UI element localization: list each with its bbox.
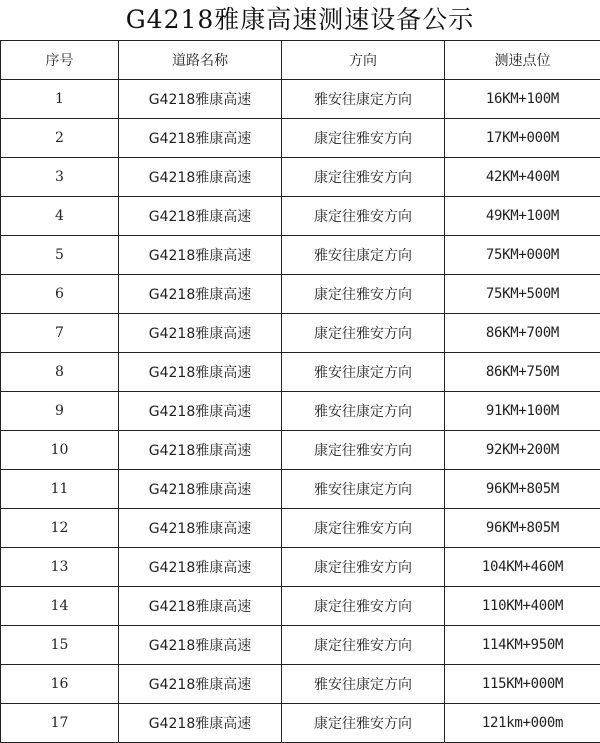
table-row (1, 587, 600, 626)
table-header-row (1, 41, 600, 80)
row-road: G4218雅康高速 (119, 236, 282, 275)
row-direction: 康定往雅安方向 (282, 704, 445, 743)
row-index: 13 (1, 548, 119, 587)
table-row (1, 626, 600, 665)
row-index: 3 (1, 158, 119, 197)
table-row (1, 236, 600, 275)
table-row (1, 314, 600, 353)
table-row (1, 353, 600, 392)
row-index: 6 (1, 275, 119, 314)
table-row (1, 470, 600, 509)
row-location: 75KM+500M (445, 275, 600, 314)
column-header-location: 测速点位 (445, 41, 600, 80)
row-direction: 雅安往康定方向 (282, 392, 445, 431)
row-index: 14 (1, 587, 119, 626)
row-location: 92KM+200M (445, 431, 600, 470)
column-header-direction: 方向 (282, 41, 445, 80)
row-location: 110KM+400M (445, 587, 600, 626)
row-index: 5 (1, 236, 119, 275)
row-road: G4218雅康高速 (119, 509, 282, 548)
row-index: 2 (1, 119, 119, 158)
row-road: G4218雅康高速 (119, 158, 282, 197)
row-road: G4218雅康高速 (119, 80, 282, 119)
row-road: G4218雅康高速 (119, 314, 282, 353)
table-row (1, 275, 600, 314)
row-road: G4218雅康高速 (119, 353, 282, 392)
row-direction: 康定往雅安方向 (282, 548, 445, 587)
row-road: G4218雅康高速 (119, 275, 282, 314)
row-location: 115KM+000M (445, 665, 600, 704)
table-row (1, 392, 600, 431)
row-road: G4218雅康高速 (119, 665, 282, 704)
row-road: G4218雅康高速 (119, 704, 282, 743)
row-location: 104KM+460M (445, 548, 600, 587)
table-row (1, 548, 600, 587)
row-index: 8 (1, 353, 119, 392)
table-body (1, 80, 600, 743)
row-road: G4218雅康高速 (119, 587, 282, 626)
row-road: G4218雅康高速 (119, 431, 282, 470)
row-location: 96KM+805M (445, 509, 600, 548)
row-direction: 雅安往康定方向 (282, 80, 445, 119)
table-row (1, 431, 600, 470)
row-direction: 雅安往康定方向 (282, 470, 445, 509)
row-direction: 雅安往康定方向 (282, 353, 445, 392)
row-index: 10 (1, 431, 119, 470)
table-row (1, 119, 600, 158)
row-road: G4218雅康高速 (119, 392, 282, 431)
row-index: 15 (1, 626, 119, 665)
row-index: 4 (1, 197, 119, 236)
row-direction: 康定往雅安方向 (282, 197, 445, 236)
row-location: 17KM+000M (445, 119, 600, 158)
row-location: 114KM+950M (445, 626, 600, 665)
row-direction: 康定往雅安方向 (282, 158, 445, 197)
row-direction: 康定往雅安方向 (282, 275, 445, 314)
row-direction: 康定往雅安方向 (282, 119, 445, 158)
column-header-road: 道路名称 (119, 41, 282, 80)
table-row (1, 158, 600, 197)
row-index: 17 (1, 704, 119, 743)
row-index: 9 (1, 392, 119, 431)
row-index: 16 (1, 665, 119, 704)
row-road: G4218雅康高速 (119, 548, 282, 587)
table-row (1, 197, 600, 236)
row-location: 86KM+750M (445, 353, 600, 392)
row-location: 121km+000m (445, 704, 600, 743)
row-location: 16KM+100M (445, 80, 600, 119)
row-index: 12 (1, 509, 119, 548)
row-road: G4218雅康高速 (119, 626, 282, 665)
row-direction: 康定往雅安方向 (282, 626, 445, 665)
table-row (1, 665, 600, 704)
row-direction: 康定往雅安方向 (282, 314, 445, 353)
row-direction: 康定往雅安方向 (282, 431, 445, 470)
table-row (1, 704, 600, 743)
notice-title: G4218雅康高速测速设备公示 (0, 0, 600, 40)
row-road: G4218雅康高速 (119, 119, 282, 158)
table-row (1, 80, 600, 119)
row-location: 86KM+700M (445, 314, 600, 353)
row-direction: 康定往雅安方向 (282, 587, 445, 626)
row-location: 91KM+100M (445, 392, 600, 431)
row-road: G4218雅康高速 (119, 197, 282, 236)
row-location: 49KM+100M (445, 197, 600, 236)
row-location: 96KM+805M (445, 470, 600, 509)
row-direction: 雅安往康定方向 (282, 236, 445, 275)
column-header-index: 序号 (1, 41, 119, 80)
table-row (1, 509, 600, 548)
row-index: 11 (1, 470, 119, 509)
row-direction: 雅安往康定方向 (282, 665, 445, 704)
row-index: 7 (1, 314, 119, 353)
row-location: 42KM+400M (445, 158, 600, 197)
row-road: G4218雅康高速 (119, 470, 282, 509)
row-location: 75KM+000M (445, 236, 600, 275)
row-index: 1 (1, 80, 119, 119)
speed-camera-table (0, 40, 600, 743)
row-direction: 康定往雅安方向 (282, 509, 445, 548)
